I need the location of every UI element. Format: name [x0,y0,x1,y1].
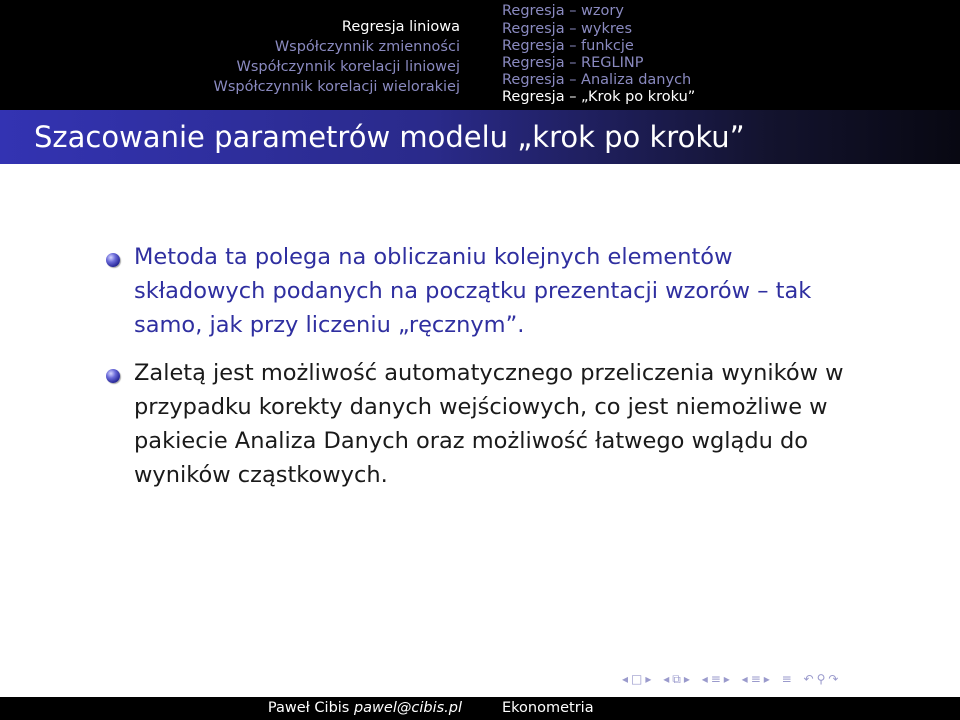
nav-next-section-icon[interactable]: ▸ [763,672,770,686]
bullet-ball-icon [106,253,120,267]
bullet-line: przypadku korekty danych wejściowych, co jest niemożliwe w [134,394,828,420]
nav-section-wspolczynnik-zmiennosci[interactable]: Współczynnik zmienności [274,39,460,55]
footer-author: Paweł Cibis [267,700,350,716]
bullet-text-1 [134,240,894,342]
nav-prev-slide-icon[interactable]: ◂ [622,672,629,686]
nav-prev-frame-icon[interactable]: ◂ [663,672,670,686]
header-navigation [0,0,960,110]
nav-prev-subsection-icon[interactable]: ◂ [701,672,708,686]
frame-title: Szacowanie parametrów modelu „krok po kroku” [34,120,745,154]
section-list [0,0,480,110]
nav-prev-section-icon[interactable]: ◂ [741,672,748,686]
nav-frame-icon[interactable]: ⧉ [672,672,681,686]
bullet-line: wyników cząstkowych. [134,462,388,488]
bullet-ball-icon [106,369,120,383]
nav-subsection-wzory[interactable]: Regresja – wzory [502,3,624,19]
navigation-symbols [622,672,841,690]
nav-forward-icon[interactable]: ↷ [828,672,839,686]
nav-back-icon[interactable]: ↶ [803,672,814,686]
footer-author-block [0,697,480,720]
nav-slide-icon[interactable]: □ [631,672,643,686]
nav-subsection-krok-po-kroku[interactable]: Regresja – „Krok po kroku” [502,89,696,105]
nav-subsection-analiza-danych[interactable]: Regresja – Analiza danych [502,72,692,88]
bullet-line: Zaletą jest możliwość automatycznego przeliczenia wyników w [134,360,844,386]
bullet-text-2 [134,356,894,492]
nav-subsection-wykres[interactable]: Regresja – wykres [502,21,633,37]
subsection-list [502,0,960,110]
nav-section-icon[interactable]: ≡ [750,672,761,686]
nav-next-subsection-icon[interactable]: ▸ [723,672,730,686]
nav-next-frame-icon[interactable]: ▸ [683,672,690,686]
nav-section-korelacja-liniowa[interactable]: Współczynnik korelacji liniowej [236,59,460,75]
nav-subsection-icon[interactable]: ≡ [710,672,721,686]
footer-bar [0,697,960,720]
frame-title-bar [0,110,960,164]
footer-title: Ekonometria [502,700,594,716]
footer-email: pawel@cibis.pl [353,700,462,716]
bullet-line: Metoda ta polega na obliczaniu kolejnych elementów [134,244,733,270]
bullet-line: samo, jak przy liczeniu „ręcznym”. [134,312,525,338]
nav-document-icon[interactable]: ≡ [781,672,792,686]
bullet-line: pakiecie Analiza Danych oraz możliwość łatwego wglądu do [134,428,809,454]
nav-search-icon[interactable]: ⚲ [816,672,826,686]
nav-section-regresja-liniowa[interactable]: Regresja liniowa [341,19,460,35]
nav-subsection-reglinp[interactable]: Regresja – REGLINP [502,55,644,71]
nav-subsection-funkcje[interactable]: Regresja – funkcje [502,38,634,54]
nav-section-korelacja-wielorakiej[interactable]: Współczynnik korelacji wielorakiej [213,79,460,95]
bullet-line: składowych podanych na początku prezentacji wzorów – tak [134,278,812,304]
nav-next-slide-icon[interactable]: ▸ [645,672,652,686]
